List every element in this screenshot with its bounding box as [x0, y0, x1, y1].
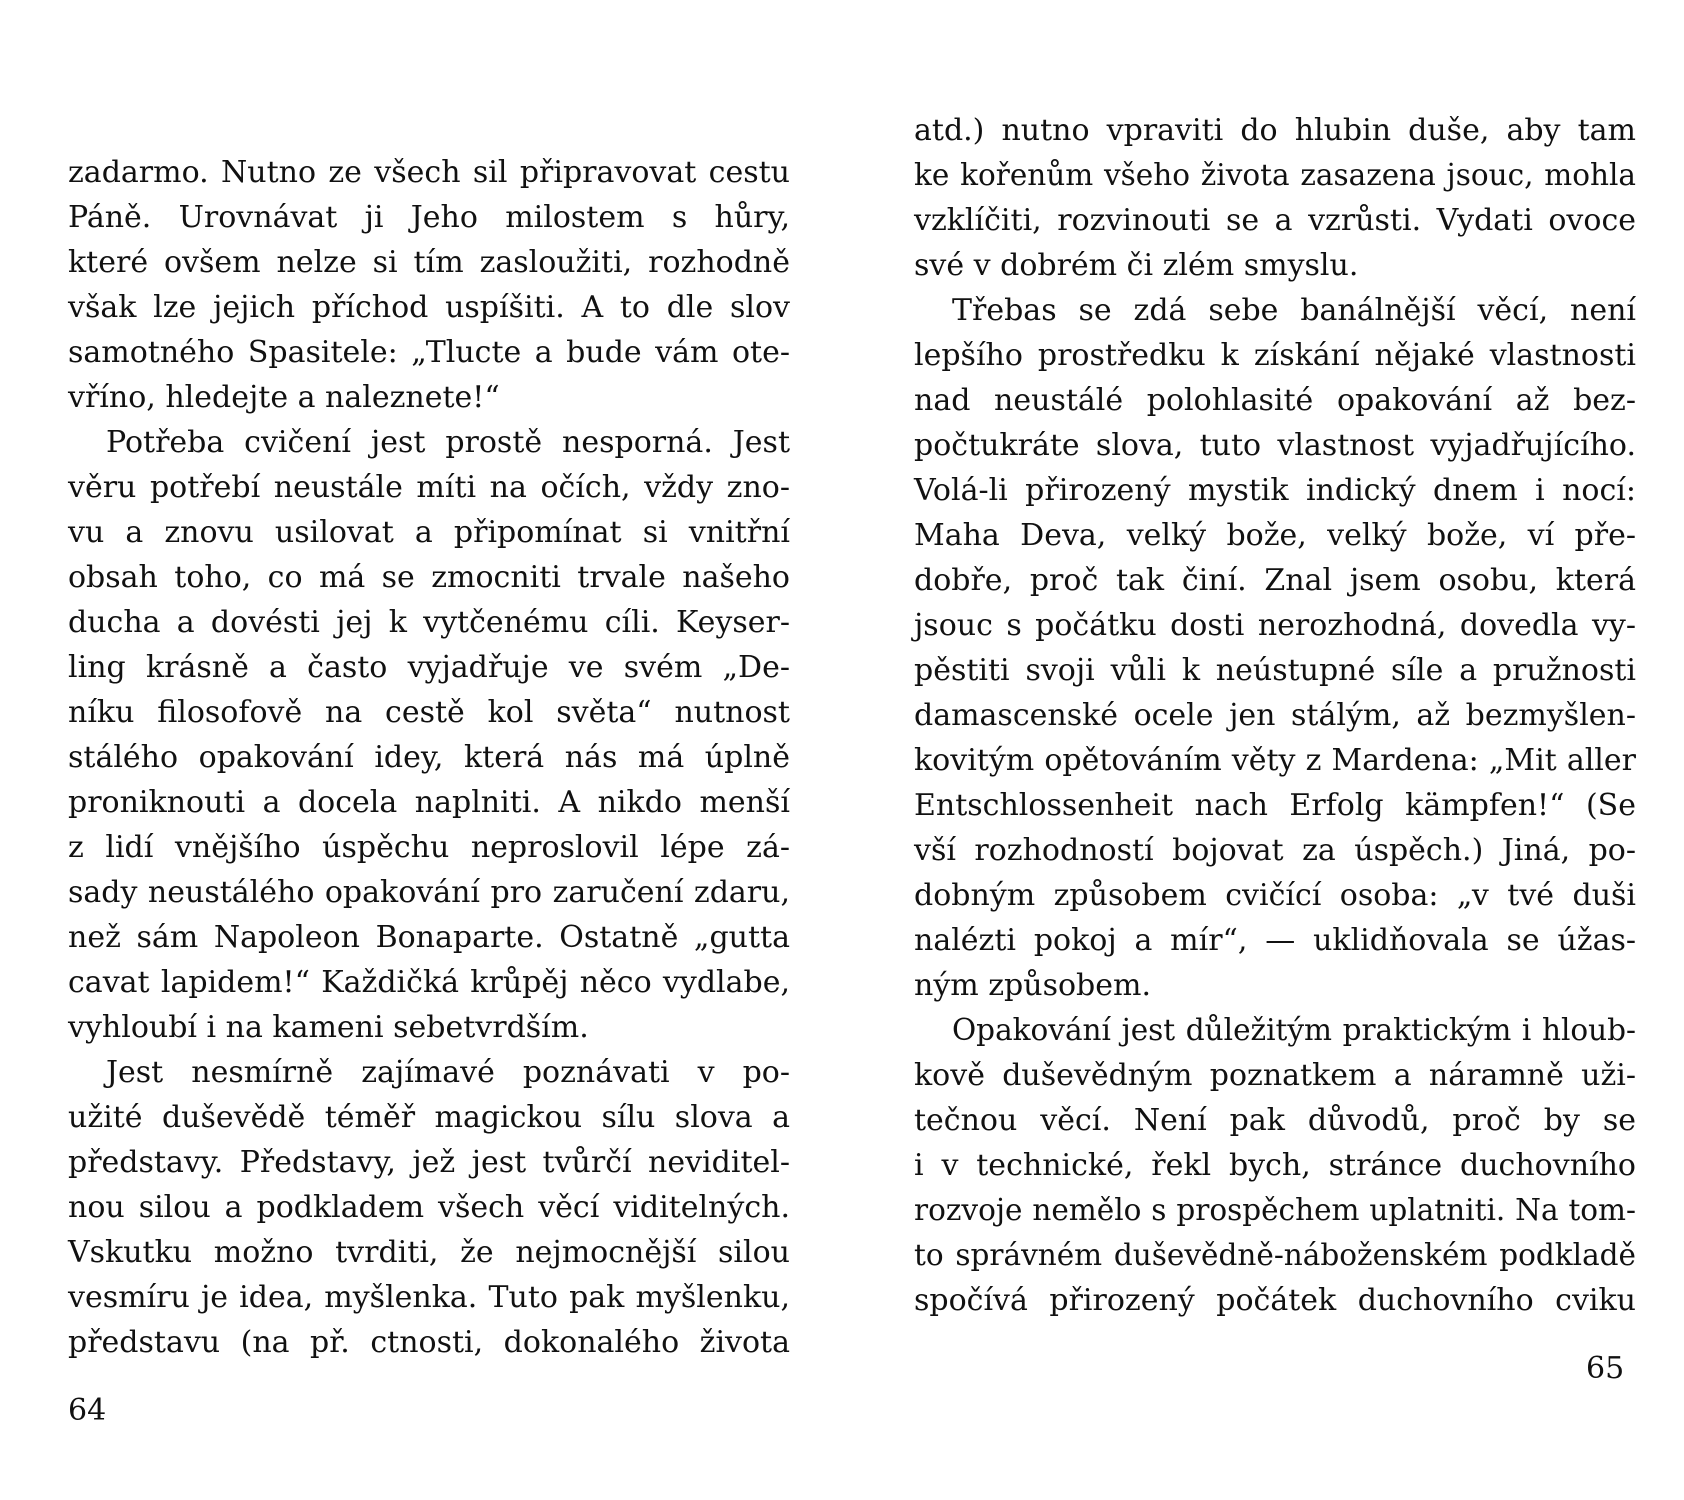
- text-line: pěstiti svoji vůli k neústupné síle a pružnosti: [914, 653, 1636, 688]
- text-line: vříno, hledejte a naleznete!“: [68, 380, 500, 415]
- right-page-number: 65: [1586, 1351, 1625, 1386]
- text-line: Jest nesmírně zajímavé poznávati v po-: [106, 1055, 790, 1090]
- text-line: damascenské ocele jen stálým, až bezmyšlen-: [914, 698, 1636, 733]
- text-line: vu a znovu usilovat a připomínat si vnitřní: [68, 515, 790, 550]
- text-line: zadarmo. Nutno ze všech sil připravovat cestu: [68, 155, 790, 190]
- text-line: vzklíčiti, rozvinouti se a vzrůsti. Vydati ovoce: [914, 203, 1636, 238]
- text-line: lepšího prostředku k získání nějaké vlastnosti: [914, 338, 1636, 373]
- text-line: Maha Deva, velký bože, velký bože, ví pře-: [914, 518, 1636, 553]
- text-line: Volá-li přirozený mystik indický dnem i nocí:: [914, 473, 1636, 508]
- text-line: ným způsobem.: [914, 968, 1151, 1003]
- text-line: Páně. Urovnávat ji Jeho milostem s hůry,: [68, 200, 790, 235]
- text-line: ducha a dovésti jej k vytčenému cíli. Keyser-: [68, 605, 790, 640]
- text-line: samotného Spasitele: „Tlucte a bude vám ote-: [68, 335, 790, 370]
- text-line: dobře, proč tak činí. Znal jsem osobu, která: [914, 563, 1636, 598]
- text-line: počtukráte slova, tuto vlastnost vyjadřujícího.: [914, 428, 1636, 463]
- text-line: i v technické, řekl bych, stránce duchovního: [914, 1148, 1636, 1183]
- text-line: nad neustálé polohlasité opakování až bez-: [914, 383, 1636, 418]
- text-line: Třebas se zdá sebe banálnější věcí, není: [952, 293, 1636, 328]
- text-line: rozvoje nemělo s prospěchem uplatniti. Na tom-: [914, 1193, 1636, 1227]
- text-line: tečnou věcí. Není pak důvodů, proč by se: [914, 1103, 1636, 1138]
- text-line: ling krásně a často vyjadřuje ve svém „De-: [68, 650, 790, 685]
- left-page-text: [68, 150, 790, 1365]
- text-line: které ovšem nelze si tím zasloužiti, rozhodně: [68, 245, 790, 280]
- text-line: z lidí vnějšího úspěchu neproslovil lépe zá-: [68, 830, 790, 865]
- paragraph: [914, 288, 1636, 1008]
- text-line: atd.) nutno vpraviti do hlubin duše, aby tam: [914, 113, 1636, 148]
- text-line: proniknouti a docela naplniti. A nikdo menší: [68, 785, 790, 820]
- text-line: ke kořenům všeho života zasazena jsouc, mohla: [914, 158, 1636, 192]
- paragraph: [914, 1008, 1636, 1323]
- text-line: dobným způsobem cvičící osoba: „v tvé duši: [914, 878, 1636, 913]
- text-line: věru potřebí neustále míti na očích, vždy zno-: [68, 470, 790, 505]
- text-line: však lze jejich příchod uspíšiti. A to dle slov: [68, 290, 790, 325]
- text-line: spočívá přirozený počátek duchovního cviku: [914, 1283, 1636, 1318]
- text-line: vyhloubí i na kameni sebetvrdším.: [68, 1010, 589, 1045]
- paragraph: [68, 420, 790, 1050]
- paragraph: [914, 108, 1636, 288]
- text-line: Entschlossenheit nach Erfolg kämpfen!“ (Se: [914, 788, 1636, 823]
- text-line: užité duševědě téměř magickou sílu slova a: [68, 1100, 790, 1135]
- left-page-number: 64: [68, 1393, 107, 1428]
- text-line: cavat lapidem!“ Každičká krůpěj něco vydlabe,: [68, 965, 790, 1000]
- text-line: níku filosofově na cestě kol světa“ nutnost: [68, 695, 790, 730]
- text-line: představu (na př. ctnosti, dokonalého života: [68, 1325, 790, 1360]
- paragraph: [68, 150, 790, 420]
- text-line: to správném duševědně-náboženském podkladě: [914, 1238, 1636, 1272]
- text-line: Opakování jest důležitým praktickým i hloub-: [952, 1013, 1636, 1047]
- text-line: stálého opakování idey, která nás má úplně: [68, 740, 790, 775]
- text-line: vesmíru je idea, myšlenka. Tuto pak myšlenku,: [68, 1280, 790, 1315]
- text-line: sady neustálého opakování pro zaručení zdaru,: [68, 875, 790, 910]
- text-line: představy. Představy, jež jest tvůrčí neviditel-: [68, 1145, 790, 1180]
- paragraph: [68, 1050, 790, 1365]
- text-line: než sám Napoleon Bonaparte. Ostatně „gutta: [68, 920, 790, 955]
- text-line: nalézti pokoj a mír“, — uklidňovala se úžas-: [914, 923, 1636, 958]
- text-line: Potřeba cvičení jest prostě nesporná. Jest: [106, 425, 790, 460]
- text-line: kově duševědným poznatkem a náramně uži-: [914, 1058, 1636, 1093]
- text-line: své v dobrém či zlém smyslu.: [914, 248, 1359, 283]
- text-line: vší rozhodností bojovat za úspěch.) Jiná, po-: [914, 833, 1636, 868]
- text-line: obsah toho, co má se zmocniti trvale našeho: [68, 560, 790, 595]
- text-line: nou silou a podkladem všech věcí viditelných.: [68, 1190, 790, 1225]
- left-page: [68, 150, 790, 1365]
- text-line: jsouc s počátku dosti nerozhodná, dovedla vy-: [914, 608, 1636, 643]
- right-page: [914, 108, 1636, 1323]
- right-page-text: [914, 108, 1636, 1323]
- text-line: Vskutku možno tvrditi, že nejmocnější silou: [68, 1235, 790, 1270]
- text-line: kovitým opětováním věty z Mardena: „Mit aller: [914, 743, 1636, 778]
